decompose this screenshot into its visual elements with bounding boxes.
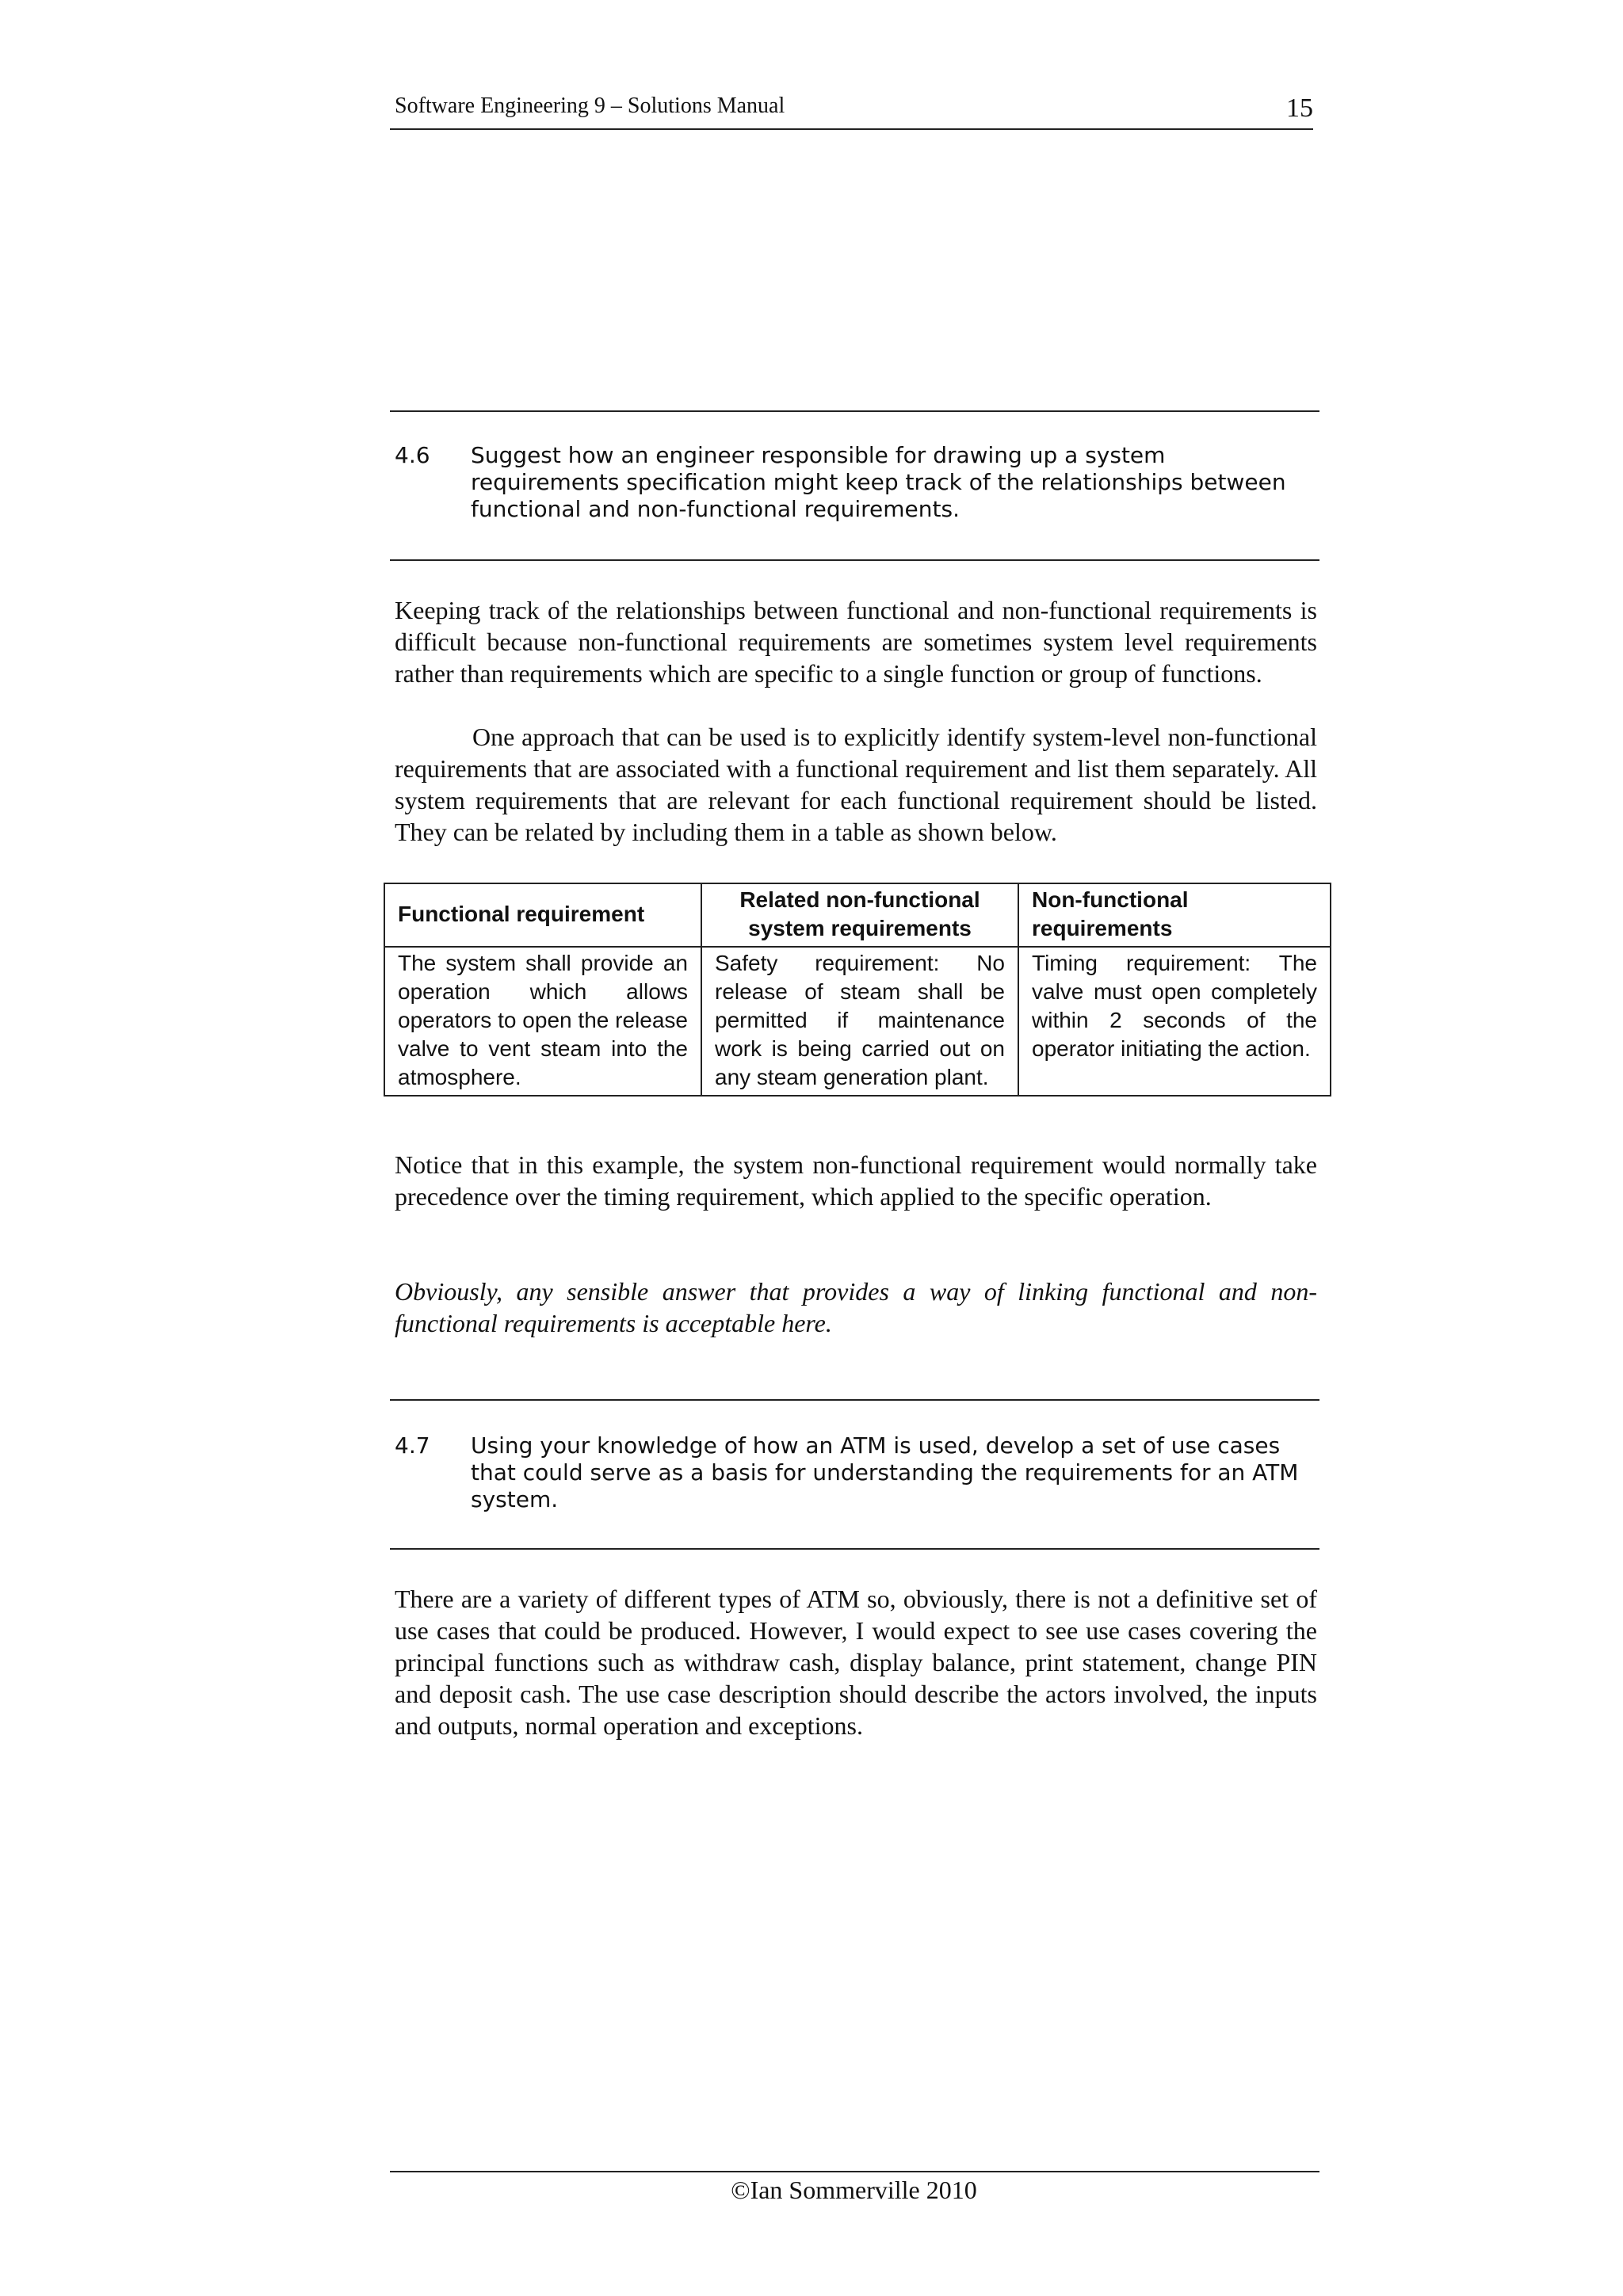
table-cell: The system shall provide an operation which allows operators to open the release valve to vent steam into the atmosphere. [384, 947, 701, 1096]
running-header [390, 93, 1313, 130]
footer-rule [390, 2171, 1319, 2172]
table-row [384, 947, 1331, 1096]
table-header-cell: Functional requirement [384, 883, 701, 947]
question-rule-bottom [390, 559, 1319, 561]
page-number: 15 [1286, 93, 1313, 123]
question-number: 4.7 [395, 1432, 430, 1459]
copyright-footer: ©Ian Sommerville 2010 [731, 2176, 977, 2204]
requirements-table [384, 883, 1331, 1097]
question-4-7 [395, 1432, 1314, 1520]
table-cell: Timing requirement: The valve must open completely within 2 seconds of the operator initiating the action. [1018, 947, 1331, 1096]
question-rule-top [390, 1399, 1319, 1401]
answer-note: Obviously, any sensible answer that provides a way of linking functional and non-functional requirements is acceptable here. [395, 1277, 1317, 1337]
answer-paragraph: One approach that can be used is to explicitly identify system-level non-functional requirements that are associated with a functional requirement and list them separately. All system requirements that are relevant for each functional requirement should be listed. They can be related by including them in a table as shown below. [395, 723, 1317, 846]
header-title: Software Engineering 9 – Solutions Manual [395, 93, 785, 118]
question-rule-top [390, 410, 1319, 412]
table-header-row [384, 883, 1331, 947]
question-4-6 [395, 442, 1314, 529]
question-rule-bottom [390, 1548, 1319, 1550]
answer-paragraph: Notice that in this example, the system non-functional requirement would normally take precedence over the timing requirement, which applied to the specific operation. [395, 1150, 1317, 1211]
table-header-cell: Related non-functional system requirements [701, 883, 1018, 947]
question-text: Using your knowledge of how an ATM is used, develop a set of use cases that could serve as a basis for understanding the requirements for an ATM system. [471, 1432, 1299, 1512]
question-number: 4.6 [395, 442, 430, 468]
table-header-cell: Non-functional requirements [1018, 883, 1331, 947]
answer-paragraph: There are a variety of different types of ATM so, obviously, there is not a definitive set of use cases that could be produced. However, I would expect to see use cases covering the principal functions such as withdraw cash, display balance, print statement, change PIN and deposit cash. The use case description should describe the actors involved, the inputs and outputs, normal operation and exceptions. [395, 1585, 1317, 1740]
question-text: Suggest how an engineer responsible for drawing up a system requirements specification might keep track of the relationships between functional and non-functional requirements. [471, 442, 1286, 522]
answer-paragraph: Keeping track of the relationships between functional and non-functional requirements is difficult because non-functional requirements are sometimes system level requirements rather than requirements which are specific to a single function or group of functions. [395, 596, 1317, 688]
table-cell: Safety requirement: No release of steam shall be permitted if maintenance work is being carried out on any steam generation plant. [701, 947, 1018, 1096]
